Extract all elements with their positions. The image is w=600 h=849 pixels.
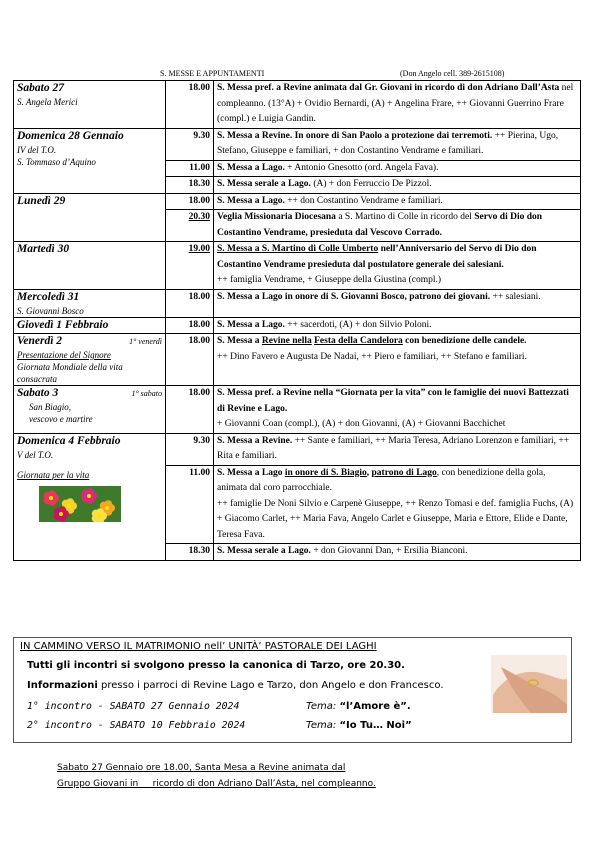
- box-line-info: [27, 680, 444, 691]
- box-info-label: Informazioni: [27, 680, 98, 691]
- event-text: patrono di Lago: [371, 467, 437, 478]
- tema-1-label: Tema:: [306, 701, 337, 712]
- footer-note-line-2: Gruppo Giovani in ricordo di don Adriano Dall’Asta, nel compleanno.: [57, 779, 376, 789]
- event-time: 18.30: [188, 179, 210, 189]
- time-cell: [166, 317, 214, 334]
- header-title: S. MESSE E APPUNTAMENTI: [160, 69, 265, 78]
- event-text: con benedizione delle candele.: [402, 336, 527, 346]
- time-cell: [166, 177, 214, 194]
- schedule-row: [14, 128, 581, 160]
- event-text: ++ Sante e familiari, ++ Maria Teresa, Adriano Lorenzon e familiari, ++ Rita e familiari.: [217, 435, 570, 461]
- event-text: ++ Dino Favero e Augusta De Nadai, ++ Piero e familiari, ++ Stefano e familiari.: [217, 351, 527, 362]
- event-text: Festa della Candelora: [314, 336, 403, 346]
- time-cell: [166, 81, 214, 129]
- event-text: S. Messa a Lago.: [217, 195, 285, 206]
- event-text: ++ don Costantino Vendrame e familiari.: [284, 195, 443, 206]
- event-text: a S. Martino di Colle in ricordo del: [335, 212, 475, 222]
- event-time: 18.00: [188, 319, 210, 330]
- event-text: S. Messa serale a Lago.: [217, 546, 311, 556]
- event-cell: [214, 193, 581, 210]
- day-date: [17, 386, 162, 401]
- event-time: 11.00: [189, 467, 210, 478]
- tema-1-value: “l’Amore è”.: [339, 701, 411, 712]
- event-text: S. Messa pref. a Revine nella “Giornata per la vita” con le famiglie dei nuovi Battezzati di Revine e Lago.: [217, 388, 569, 414]
- event-text: S. Messa a S. Martino di Colle Umberto: [217, 244, 379, 254]
- time-cell: [166, 128, 214, 160]
- day-cell: [14, 334, 166, 386]
- time-cell: [166, 334, 214, 386]
- schedule-row: [14, 289, 581, 317]
- schedule-table: [13, 80, 581, 561]
- event-text: S. Messa a Lago in onore di S. Giovanni Bosco, patrono dei giovani.: [217, 291, 491, 302]
- event-text: Veglia Missionaria Diocesana: [217, 212, 336, 222]
- time-cell: [166, 160, 214, 177]
- event-text: Revine nella: [261, 336, 312, 346]
- event-time: 18.00: [188, 83, 210, 93]
- event-text: in onore di S. Biagio: [284, 467, 367, 478]
- day-cell: [14, 289, 166, 317]
- day-cell: [14, 128, 166, 193]
- event-text: nel compleanno. (13°A) + Ovidio Bernardi, (A) + Angelina Frare, ++ Giovanni Guerrino Frare (compl.) e Luigia Gandin.: [217, 83, 574, 124]
- day-note: 1° sabato: [131, 389, 162, 398]
- day-date: [17, 194, 162, 209]
- schedule-row: [14, 386, 581, 434]
- tema-2: [306, 720, 412, 731]
- day-date-text: Martedì 30: [17, 243, 70, 255]
- day-subtitle: Giornata Mondiale della vita consacrata: [17, 362, 123, 384]
- event-text: S. Messa a Lago: [217, 467, 285, 478]
- event-text: S. Messa a Revine. In onore di San Paolo a protezione dai terremoti.: [217, 130, 493, 141]
- day-date: [17, 318, 162, 333]
- spacer: [17, 461, 162, 469]
- event-text: S. Messa pref. a Revine animata dal Gr. Giovani in ricordo di don Adriano Dall’Asta: [217, 83, 560, 93]
- event-text: ++ Pierina, Ugo, Stefano, Giuseppe e familiari, + don Costantino Vendrame e familiari.: [217, 130, 559, 156]
- day-date: [17, 290, 162, 305]
- event-text: S. Messa serale a Lago.: [217, 179, 311, 189]
- day-subtitle: Presentazione del Signore: [17, 350, 111, 360]
- event-text: ++ famiglie De Noni Silvio e Carpenè Giuseppe, ++ Renzo Tomasi e def. famiglia Fuchs, (A) + Giacomo Carlet, ++ Maria Fava, Angelo Carlet e Giuseppe, Maria e Ettore, Elide e Dante, Teresa Fava.: [217, 498, 574, 540]
- event-text: Servo di Dio don Costantino Vendrame, presieduta dal Vescovo Corrado.: [217, 212, 543, 238]
- schedule-row: [14, 193, 581, 210]
- event-time: 19.00: [188, 244, 210, 254]
- event-time: 18.30: [188, 546, 210, 556]
- day-date-text: Domenica 28 Gennaio: [17, 129, 124, 142]
- time-cell: [166, 242, 214, 290]
- event-cell: [214, 334, 581, 386]
- event-cell: [214, 289, 581, 317]
- tema-1: [306, 701, 411, 712]
- event-cell: [214, 544, 581, 561]
- day-note: 1° venerdì: [129, 337, 162, 346]
- time-cell: [166, 210, 214, 242]
- event-text: S. Messa a Lago.: [217, 162, 285, 173]
- day-cell: [14, 386, 166, 434]
- event-cell: [214, 465, 581, 544]
- day-cell: [14, 433, 166, 560]
- day-date-text: Mercoledì 31: [17, 290, 80, 303]
- header-contact: (Don Angelo cell. 389-2615108): [400, 69, 505, 78]
- day-cell: [14, 193, 166, 242]
- event-cell: [214, 433, 581, 465]
- box-info-text: presso i parroci di Revine Lago e Tarzo, don Angelo e don Francesco.: [97, 680, 444, 691]
- day-subtitle: IV del T.O.: [17, 144, 57, 155]
- event-time: 18.00: [188, 195, 210, 206]
- day-subtitle: Giornata per la vita: [17, 469, 90, 480]
- day-date: [17, 129, 162, 144]
- event-text: ++ sacerdoti, (A) + don Silvio Poloni.: [284, 319, 432, 330]
- event-time: 18.00: [188, 291, 210, 302]
- time-cell: [166, 465, 214, 544]
- event-text: + don Giovanni Dan, + Ersilia Bianconi.: [310, 546, 468, 556]
- day-subtitle: San Biagio,: [29, 402, 71, 412]
- day-subtitle: S. Angela Merici: [17, 97, 78, 107]
- schedule-row: [14, 242, 581, 290]
- day-cell: [14, 81, 166, 129]
- event-text: S. Messa a: [217, 336, 262, 346]
- event-text: , con benedizione della gola, animata dal coro parrocchiale.: [217, 467, 546, 493]
- time-cell: [166, 193, 214, 210]
- day-subtitle: vescovo e martire: [29, 414, 93, 424]
- event-time: 18.00: [188, 388, 210, 398]
- day-date-text: Sabato 27: [17, 82, 64, 94]
- time-cell: [166, 386, 214, 434]
- time-cell: [166, 433, 214, 465]
- event-cell: [214, 81, 581, 129]
- event-text: S. Messa a Revine.: [217, 435, 293, 446]
- day-date-text: Venerdì 2: [17, 335, 63, 347]
- day-cell: [14, 242, 166, 290]
- incontro-1: 1° incontro - SABATO 27 Gennaio 2024: [27, 701, 240, 712]
- day-cell: [14, 317, 166, 334]
- event-cell: [214, 160, 581, 177]
- footer-note-line-1: Sabato 27 Gennaio ore 18.00, Santa Mesa a Revine animata dal: [57, 763, 346, 773]
- event-time: 11.00: [189, 162, 210, 173]
- schedule-row: [14, 317, 581, 334]
- schedule-row: [14, 334, 581, 386]
- event-text: ++ famiglia Vendrame, + Giuseppe della Giustina (compl.): [217, 275, 442, 285]
- event-text: S. Messa a Lago.: [217, 319, 285, 330]
- box-title: IN CAMMINO VERSO IL MATRIMONIO nell’ UNITÀ’ PASTORALE DEI LAGHI: [20, 641, 377, 652]
- day-date-text: Giovedì 1 Febbraio: [17, 318, 109, 331]
- event-cell: [214, 210, 581, 242]
- event-time: 20.30: [188, 212, 210, 222]
- time-cell: [166, 544, 214, 561]
- schedule-row: [14, 81, 581, 129]
- event-cell: [214, 386, 581, 434]
- wedding-hands-image: [491, 655, 567, 713]
- primrose-flowers-image: [39, 486, 121, 522]
- day-date: [17, 242, 162, 257]
- day-date-text: Sabato 3: [17, 387, 59, 399]
- time-cell: [166, 289, 214, 317]
- day-date-text: Domenica 4 Febbraio: [17, 434, 121, 447]
- event-text: (A) + don Ferruccio De Pizzol.: [310, 179, 432, 189]
- schedule-row: [14, 433, 581, 465]
- day-date: [17, 81, 162, 96]
- tema-2-value: “Io Tu… Noi”: [339, 720, 412, 731]
- day-subtitle: V del T.O.: [17, 449, 54, 460]
- event-text: + Giovanni Coan (compl.), (A) + don Giovanni, (A) + Giovanni Bacchichet: [217, 419, 506, 429]
- event-time: 9.30: [193, 130, 210, 141]
- event-cell: [214, 128, 581, 160]
- event-time: 9.30: [193, 435, 210, 446]
- day-subtitle: S. Tommaso d’Aquino: [17, 156, 96, 167]
- event-text: + Antonio Gnesotto (ord. Angela Fava).: [284, 162, 439, 173]
- event-text: ++ salesiani.: [490, 291, 541, 302]
- event-text: nell’Anniversario del Servo di Dio don Costantino Vendrame presieduta dal postulatore generale dei salesiani.: [217, 244, 537, 270]
- box-line-location: Tutti gli incontri si svolgono presso la canonica di Tarzo, ore 20.30.: [27, 660, 405, 671]
- day-date: [17, 334, 162, 349]
- event-cell: [214, 317, 581, 334]
- event-cell: [214, 242, 581, 290]
- day-subtitle: S. Giovanni Bosco: [17, 305, 84, 316]
- event-text: ,: [366, 467, 372, 478]
- marriage-course-box: [13, 637, 572, 743]
- event-cell: [214, 177, 581, 194]
- event-time: 18.00: [188, 336, 210, 346]
- day-date-text: Lunedì 29: [17, 194, 66, 207]
- day-date: [17, 434, 162, 449]
- tema-2-label: Tema:: [306, 720, 337, 731]
- incontro-2: 2° incontro - SABATO 10 Febbraio 2024: [27, 720, 246, 731]
